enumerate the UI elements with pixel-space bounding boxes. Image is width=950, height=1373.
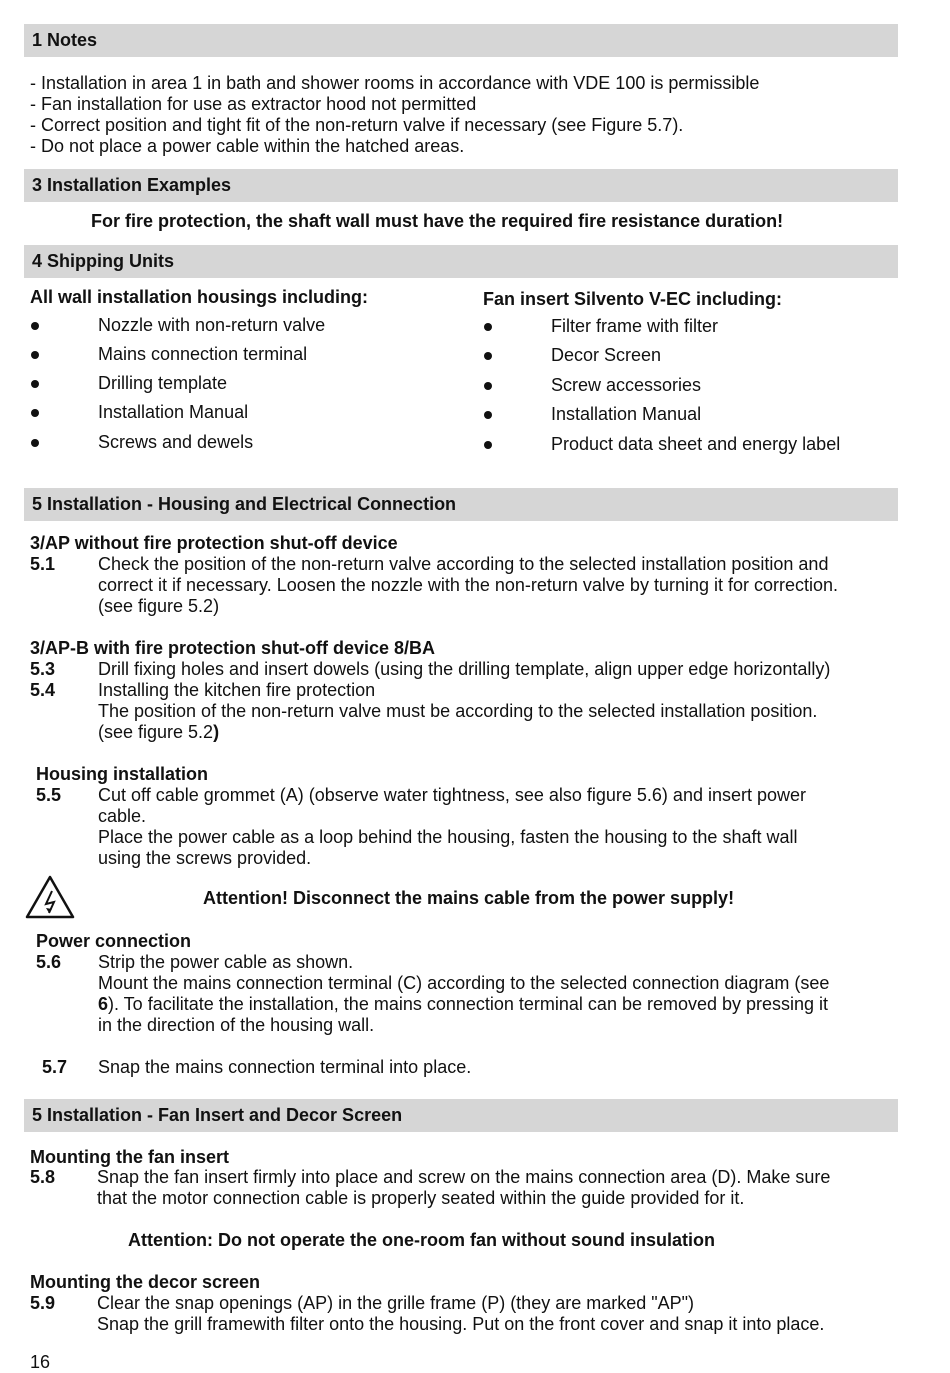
step-number: 5.8 — [30, 1167, 56, 1187]
step-text: Check the position of the non-return valve according to the selected installation position and — [98, 554, 829, 574]
list-item: Nozzle with non-return valve — [98, 315, 326, 335]
section-title: 5 Installation - Fan Insert and Decor Screen — [32, 1105, 403, 1125]
bullet-icon — [484, 382, 492, 390]
bullet-icon — [484, 352, 492, 360]
step-text: Snap the fan insert firmly into place and screw on the mains connection area (D). Make sure — [97, 1167, 831, 1187]
section-title: 1 Notes — [32, 30, 98, 50]
step-text: Mount the mains connection terminal (C) according to the selected connection diagram (see — [98, 973, 830, 993]
step-text: Installing the kitchen fire protection — [98, 680, 376, 700]
step-number: 5.3 — [30, 659, 56, 679]
list-item: Drilling template — [98, 373, 228, 393]
step-text: The position of the non-return valve must be according to the selected installation position. — [98, 701, 818, 721]
step-text: Snap the mains connection terminal into place. — [98, 1057, 472, 1077]
section-title: 4 Shipping Units — [32, 251, 174, 271]
step-text: correct it if necessary. Loosen the nozzle with the non-return valve by turning it for correction. — [98, 575, 839, 595]
note-line: - Correct position and tight fit of the non-return valve if necessary (see Figure 5.7). — [30, 115, 684, 135]
subheading: Power connection — [36, 931, 192, 951]
step-text: that the motor connection cable is properly seated within the guide provided for it. — [97, 1188, 745, 1208]
housing-list-title: All wall installation housings including: — [30, 287, 369, 307]
list-item: Decor Screen — [551, 345, 662, 365]
list-item: Screws and dewels — [98, 432, 254, 452]
bullet-icon — [31, 351, 39, 359]
section-title: 5 Installation - Housing and Electrical Connection — [32, 494, 457, 514]
diagram-ref: 6 — [98, 994, 109, 1014]
section-header-housing — [24, 488, 898, 521]
step-number: 5.1 — [30, 554, 56, 574]
step-text — [98, 994, 828, 1015]
step-number: 5.5 — [36, 785, 62, 805]
closing-paren: ) — [213, 722, 220, 742]
step-number: 5.6 — [36, 952, 62, 972]
step-text: Place the power cable as a loop behind the housing, fasten the housing to the shaft wall — [98, 827, 798, 847]
step-text: Cut off cable grommet (A) (observe water tightness, see also figure 5.6) and insert power — [98, 785, 807, 805]
subheading: Mounting the fan insert — [30, 1147, 229, 1167]
attention-disconnect: Attention! Disconnect the mains cable from the power supply! — [203, 888, 735, 908]
list-item: Product data sheet and energy label — [551, 434, 841, 454]
subheading: 3/AP-B with fire protection shut-off device 8/BA — [30, 638, 436, 658]
step-text-part: ). To facilitate the installation, the mains connection terminal can be removed by pressing it — [108, 994, 829, 1014]
bullet-icon — [484, 323, 492, 331]
step-number: 5.9 — [30, 1293, 56, 1313]
bullet-icon — [31, 439, 39, 447]
note-line: - Do not place a power cable within the hatched areas. — [30, 136, 465, 156]
list-item: Installation Manual — [551, 404, 702, 424]
section-header-notes — [24, 24, 898, 57]
step-text: cable. — [98, 806, 147, 826]
subheading: Housing installation — [36, 764, 209, 784]
step-text: in the direction of the housing wall. — [98, 1015, 375, 1035]
bullet-icon — [31, 409, 39, 417]
bullet-icon — [31, 380, 39, 388]
section-header-fan-insert — [24, 1099, 898, 1132]
step-text: Clear the snap openings (AP) in the grille frame (P) (they are marked "AP") — [97, 1293, 695, 1313]
page-number: 16 — [30, 1352, 51, 1372]
step-text: Strip the power cable as shown. — [98, 952, 354, 972]
step-text: using the screws provided. — [98, 848, 312, 868]
step-text: (see figure 5.2) — [98, 596, 220, 616]
bullet-icon — [484, 411, 492, 419]
list-item: Installation Manual — [98, 402, 249, 422]
subheading: 3/AP without fire protection shut-off device — [30, 533, 398, 553]
note-line: - Installation in area 1 in bath and shower rooms in accordance with VDE 100 is permissible — [30, 73, 760, 93]
bullet-icon — [31, 322, 39, 330]
note-line: - Fan installation for use as extractor hood not permitted — [30, 94, 477, 114]
step-text: Drill fixing holes and insert dowels (using the drilling template, align upper edge horizontally) — [98, 659, 831, 679]
step-number: 5.4 — [30, 680, 56, 700]
section-header-shipping — [24, 245, 898, 278]
step-number: 5.7 — [42, 1057, 68, 1077]
section-header-examples — [24, 169, 898, 202]
step-text — [98, 722, 219, 743]
list-item: Filter frame with filter — [551, 316, 719, 336]
electrical-warning-icon — [24, 874, 76, 920]
fan-insert-list-title: Fan insert Silvento V-EC including: — [483, 289, 783, 309]
list-item: Mains connection terminal — [98, 344, 308, 364]
bullet-icon — [484, 441, 492, 449]
attention-sound-insulation: Attention: Do not operate the one-room fan without sound insulation — [128, 1230, 715, 1250]
step-text-part: (see figure 5.2 — [98, 722, 214, 742]
fire-protection-warning: For fire protection, the shaft wall must have the required fire resistance duration! — [91, 211, 784, 231]
section-title: 3 Installation Examples — [32, 175, 232, 195]
subheading: Mounting the decor screen — [30, 1272, 261, 1292]
list-item: Screw accessories — [551, 375, 702, 395]
step-text: Snap the grill framewith filter onto the housing. Put on the front cover and snap it into place. — [97, 1314, 825, 1334]
